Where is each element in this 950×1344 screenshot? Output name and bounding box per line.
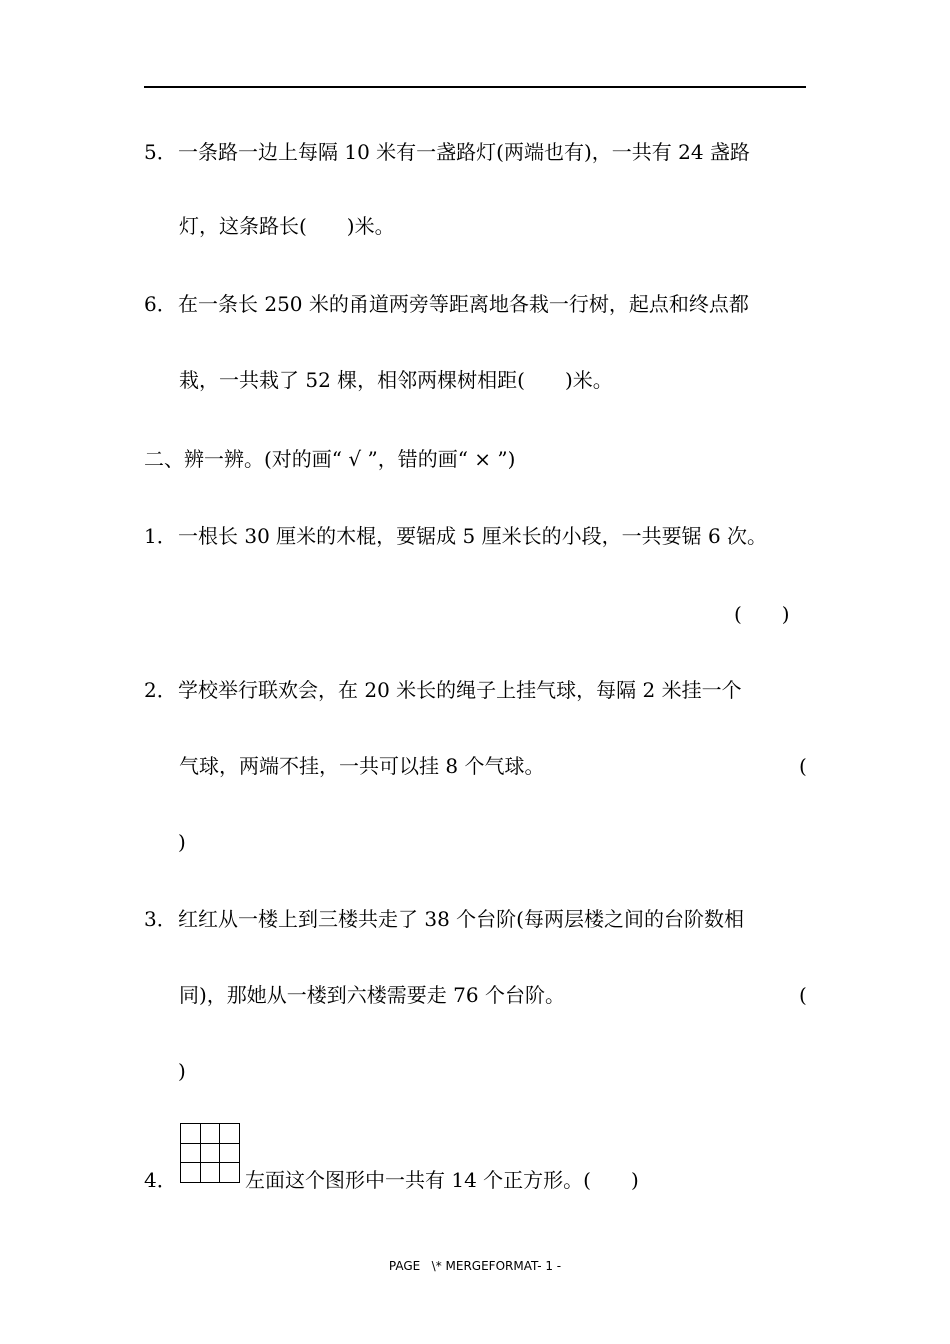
question-6-line-1 — [144, 290, 749, 318]
question-5-line-1 — [144, 138, 750, 166]
judge-item-1-text: 一根长 30 厘米的木棍，要锯成 5 厘米长的小段，一共要锯 6 次。 — [178, 524, 768, 548]
question-5-line-2: 灯，这条路长( )米。 — [179, 214, 395, 238]
judge-item-2-line-1 — [144, 676, 742, 704]
grid-cell — [201, 1124, 221, 1144]
judge-item-3-line-2: 同)，那她从一楼到六楼需要走 76 个台阶。 — [179, 983, 565, 1007]
header-rule — [144, 86, 806, 88]
question-6-line-2: 栽，一共栽了 52 棵，相邻两棵树相距( )米。 — [179, 368, 613, 392]
grid-cell — [201, 1144, 221, 1164]
judge-item-2-text: 学校举行联欢会，在 20 米长的绳子上挂气球，每隔 2 米挂一个 — [178, 678, 742, 702]
question-5-number: 5． — [144, 140, 177, 164]
judge-item-2-number: 2． — [144, 678, 177, 702]
grid-cell — [181, 1144, 201, 1164]
question-6-number: 6． — [144, 292, 177, 316]
judge-item-3-text: 红红从一楼上到三楼共走了 38 个台阶(每两层楼之间的台阶数相 — [178, 907, 744, 931]
grid-cell — [220, 1163, 240, 1183]
judge-item-1-number: 1． — [144, 524, 177, 548]
judge-item-1-line-1 — [144, 522, 767, 550]
judge-item-2-answer-close[interactable]: ) — [178, 830, 186, 854]
square-grid-figure — [180, 1123, 240, 1183]
question-6-text: 在一条长 250 米的甬道两旁等距离地各栽一行树，起点和终点都 — [178, 292, 749, 316]
judge-item-3-line-1 — [144, 905, 744, 933]
judge-item-4-number: 4． — [144, 1168, 177, 1192]
judge-item-3-number: 3． — [144, 907, 177, 931]
page-footer: PAGE \* MERGEFORMAT- 1 - — [388, 1259, 562, 1273]
section-2-heading: 二、辨一辨。(对的画“ √ ”，错的画“ × ”) — [144, 447, 516, 471]
grid-cell — [220, 1124, 240, 1144]
judge-item-1-answer[interactable]: ( ) — [734, 602, 790, 626]
grid-cell — [220, 1144, 240, 1164]
question-5-text: 一条路一边上每隔 10 米有一盏路灯(两端也有)，一共有 24 盏路 — [178, 140, 750, 164]
grid-cell — [201, 1163, 221, 1183]
grid-cell — [181, 1124, 201, 1144]
judge-item-3-answer-close[interactable]: ) — [178, 1059, 186, 1083]
judge-item-4-text: 左面这个图形中一共有 14 个正方形。( ) — [245, 1168, 639, 1192]
judge-item-2-line-2: 气球，两端不挂，一共可以挂 8 个气球。 — [179, 754, 545, 778]
judge-item-2-answer-open[interactable]: ( — [799, 754, 807, 778]
grid-cell — [181, 1163, 201, 1183]
judge-item-3-answer-open[interactable]: ( — [799, 983, 807, 1007]
